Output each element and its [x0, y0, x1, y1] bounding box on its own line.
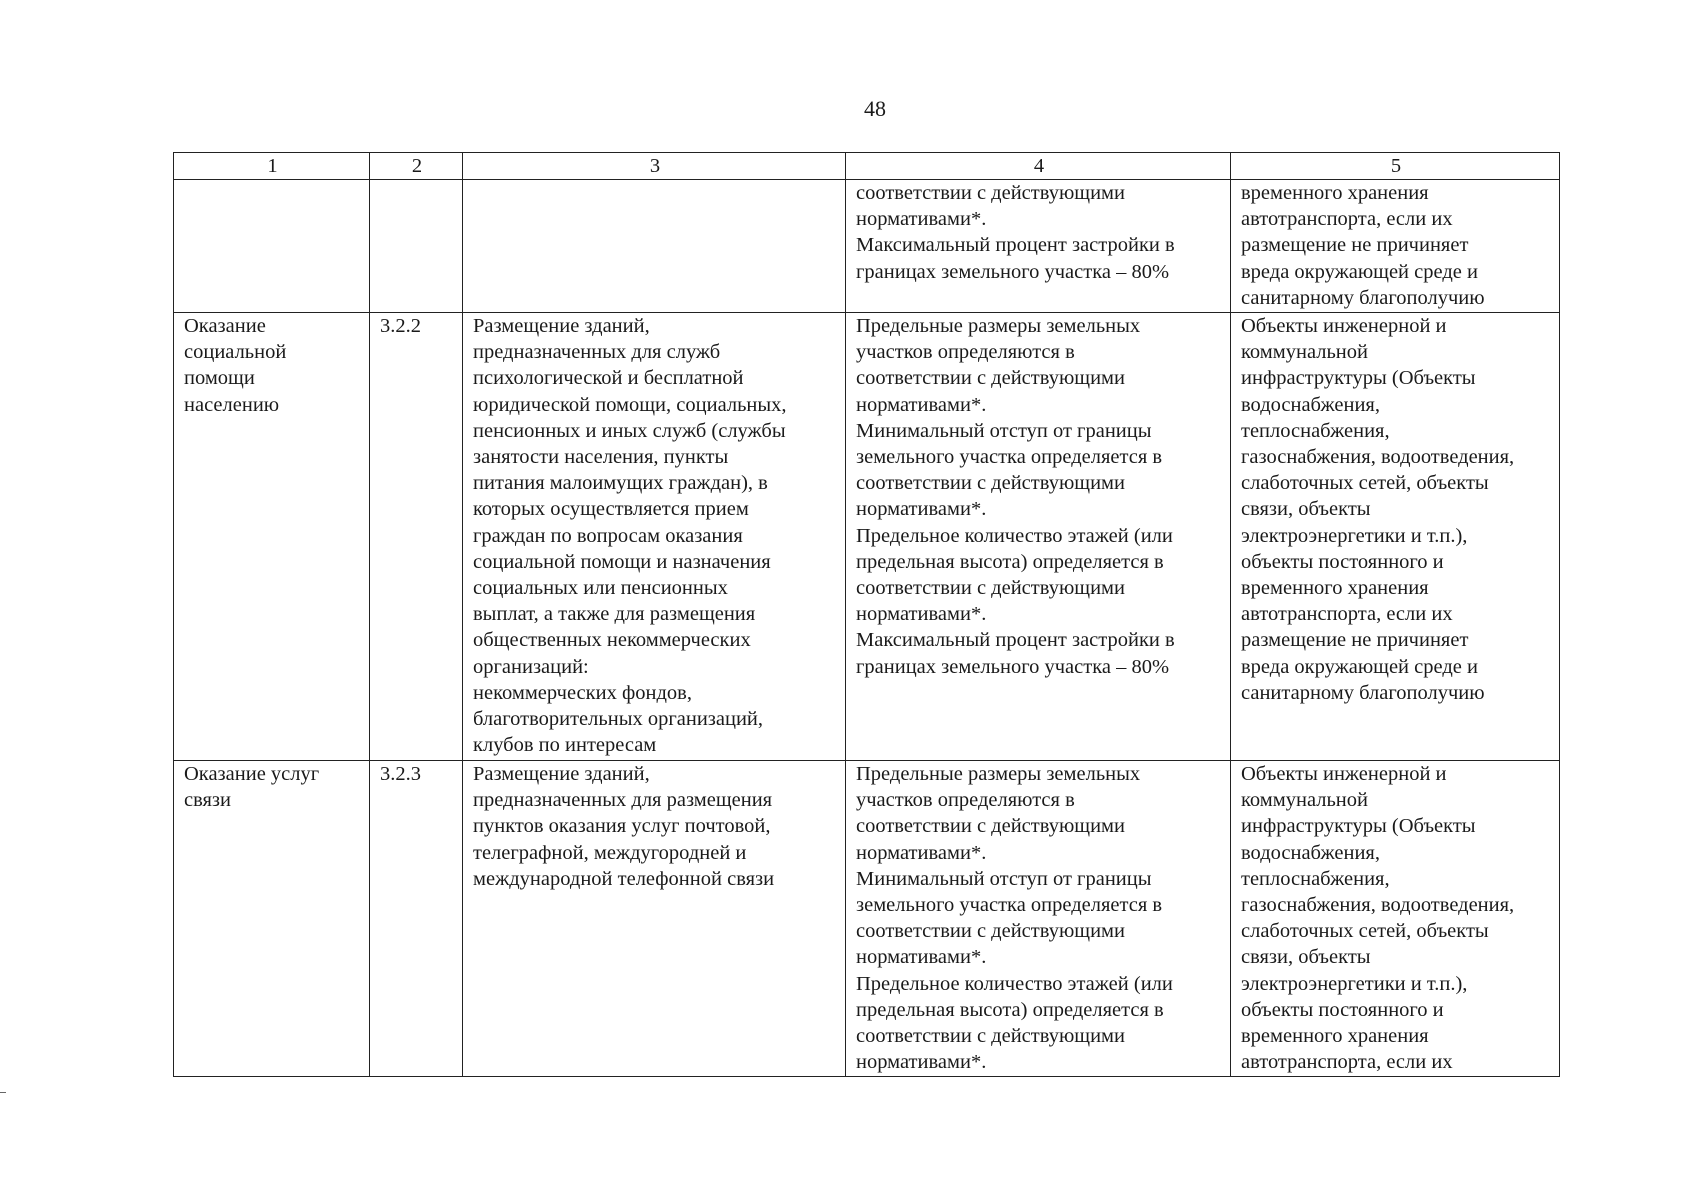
cell-text-line: автотранспорта, если их: [1241, 208, 1453, 231]
cell-text-line: социальной: [184, 341, 287, 364]
cell-text-line: телеграфной, междугородней и: [473, 841, 747, 864]
header-row: [174, 153, 1560, 180]
cell-text-line: газоснабжения, водоотведения,: [1241, 894, 1515, 917]
cell-use-code: [370, 761, 463, 1077]
table-row-3-2-3: [174, 761, 1560, 1077]
cell-text-line: Размещение зданий,: [473, 315, 650, 337]
cell-text-line: нормативами*.: [856, 841, 987, 864]
cell-text-line: некоммерческих фондов,: [473, 681, 692, 704]
zoning-table: [173, 152, 1560, 1077]
cell-text-line: соответствии с действующими: [856, 472, 1125, 495]
cell-text-line: питания малоимущих граждан), в: [473, 472, 768, 495]
cell-text-line: вреда окружающей среде и: [1241, 655, 1478, 678]
cell-auxiliary-uses: [1231, 180, 1560, 313]
column-header-4: 4: [846, 153, 1231, 180]
cell-text-line: слаботочных сетей, объекты: [1241, 920, 1489, 943]
cell-text-line: инфраструктуры (Объекты: [1241, 815, 1476, 838]
cell-text-line: Объекты инженерной и: [1241, 315, 1447, 337]
cell-text-line: водоснабжения,: [1241, 393, 1380, 416]
cell-text-line: временного хранения: [1241, 1025, 1429, 1048]
cell-text-line: Предельное количество этажей (или: [856, 972, 1173, 995]
cell-text-line: санитарному благополучию: [1241, 286, 1485, 309]
cell-text-line: международной телефонной связи: [473, 867, 775, 890]
cell-use-description: [463, 313, 846, 761]
cell-text-line: нормативами*.: [856, 393, 987, 416]
cell-text-line: Минимальный отступ от границы: [856, 419, 1152, 442]
cell-text-line: Предельные размеры земельных: [856, 315, 1141, 337]
cell-parameters: [846, 313, 1231, 761]
table-row-continuation: [174, 180, 1560, 313]
cell-text-line: которых осуществляется прием: [473, 498, 749, 521]
cell-text-line: Объекты инженерной и: [1241, 763, 1447, 785]
cell-text-line: граждан по вопросам оказания: [473, 524, 743, 547]
cell-text-line: соответствии с действующими: [856, 367, 1125, 390]
cell-text-line: теплоснабжения,: [1241, 867, 1390, 890]
cell-parameters: [846, 761, 1231, 1077]
cell-text-line: санитарному благополучию: [1241, 681, 1485, 704]
scan-edge-mark: [0, 1092, 6, 1093]
cell-text-line: слаботочных сетей, объекты: [1241, 472, 1489, 495]
cell-text-line: связи: [184, 789, 232, 812]
cell-text-line: занятости населения, пункты: [473, 446, 729, 469]
page-number: 48: [864, 96, 886, 121]
cell-text-line: Предельные размеры земельных: [856, 763, 1141, 785]
cell-text-line: социальной помощи и назначения: [473, 550, 771, 573]
cell-use-name: [174, 313, 370, 761]
cell-auxiliary-uses: [1231, 313, 1560, 761]
cell-text-line: размещение не причиняет: [1241, 629, 1469, 652]
cell-text-line: Минимальный отступ от границы: [856, 867, 1152, 890]
cell-text-line: Размещение зданий,: [473, 763, 650, 785]
cell-text-line: нормативами*.: [856, 498, 987, 521]
cell-text-line: связи, объекты: [1241, 946, 1371, 969]
cell-text-line: объекты постоянного и: [1241, 550, 1444, 573]
cell-text-line: объекты постоянного и: [1241, 998, 1444, 1021]
cell-text-line: социальных или пенсионных: [473, 577, 728, 600]
cell-text-line: участков определяются в: [856, 789, 1075, 812]
cell-text-line: предельная высота) определяется в: [856, 550, 1164, 573]
cell-text-line: общественных некоммерческих: [473, 629, 751, 652]
cell-text-line: 3.2.2: [380, 315, 421, 337]
cell-text-line: предназначенных для служб: [473, 341, 721, 364]
cell-text-line: вреда окружающей среде и: [1241, 260, 1478, 283]
cell-text-line: соответствии с действующими: [856, 577, 1125, 600]
column-header-3: 3: [463, 153, 846, 180]
cell-text-line: водоснабжения,: [1241, 841, 1380, 864]
cell-use-name: [174, 180, 370, 313]
cell-text-line: пенсионных и иных служб (службы: [473, 419, 786, 442]
cell-text-line: временного хранения: [1241, 577, 1429, 600]
cell-text-line: нормативами*.: [856, 603, 987, 626]
cell-use-description: [463, 180, 846, 313]
cell-text-line: нормативами*.: [856, 946, 987, 969]
cell-text-line: автотранспорта, если их: [1241, 1051, 1453, 1074]
cell-text-line: электроэнергетики и т.п.),: [1241, 972, 1468, 995]
cell-text-line: Предельное количество этажей (или: [856, 524, 1173, 547]
cell-text-line: газоснабжения, водоотведения,: [1241, 446, 1515, 469]
cell-text-line: автотранспорта, если их: [1241, 603, 1453, 626]
cell-text-line: юридической помощи, социальных,: [473, 393, 787, 416]
cell-use-description: [463, 761, 846, 1077]
cell-text-line: Оказание услуг: [184, 763, 320, 785]
cell-text-line: теплоснабжения,: [1241, 419, 1390, 442]
cell-text-line: земельного участка определяется в: [856, 446, 1163, 469]
cell-text-line: связи, объекты: [1241, 498, 1371, 521]
cell-use-code: [370, 313, 463, 761]
cell-text-line: соответствии с действующими: [856, 1025, 1125, 1048]
cell-text-line: границах земельного участка – 80%: [856, 655, 1170, 678]
cell-text-line: выплат, а также для размещения: [473, 603, 756, 626]
cell-text-line: временного хранения: [1241, 182, 1429, 204]
column-header-2: 2: [370, 153, 463, 180]
cell-text-line: соответствии с действующими: [856, 920, 1125, 943]
cell-text-line: психологической и бесплатной: [473, 367, 744, 390]
cell-text-line: предельная высота) определяется в: [856, 998, 1164, 1021]
cell-text-line: пунктов оказания услуг почтовой,: [473, 815, 771, 838]
cell-text-line: инфраструктуры (Объекты: [1241, 367, 1476, 390]
cell-text-line: организаций:: [473, 655, 589, 678]
cell-text-line: соответствии с действующими: [856, 815, 1125, 838]
cell-use-code: [370, 180, 463, 313]
column-header-1: 1: [174, 153, 370, 180]
cell-text-line: Максимальный процент застройки в: [856, 629, 1175, 652]
cell-text-line: электроэнергетики и т.п.),: [1241, 524, 1468, 547]
cell-use-name: [174, 761, 370, 1077]
cell-text-line: коммунальной: [1241, 341, 1368, 364]
cell-text-line: нормативами*.: [856, 1051, 987, 1074]
cell-text-line: клубов по интересам: [473, 734, 657, 757]
cell-parameters: [846, 180, 1231, 313]
cell-text-line: границах земельного участка – 80%: [856, 260, 1170, 283]
table-row-3-2-2: [174, 313, 1560, 761]
cell-text-line: 3.2.3: [380, 763, 421, 785]
cell-text-line: благотворительных организаций,: [473, 708, 764, 731]
cell-text-line: размещение не причиняет: [1241, 234, 1469, 257]
cell-text-line: земельного участка определяется в: [856, 894, 1163, 917]
cell-text-line: Максимальный процент застройки в: [856, 234, 1175, 257]
cell-text-line: участков определяются в: [856, 341, 1075, 364]
cell-text-line: населению: [184, 393, 280, 416]
cell-text-line: соответствии с действующими: [856, 182, 1125, 204]
cell-text-line: коммунальной: [1241, 789, 1368, 812]
column-header-5: 5: [1231, 153, 1560, 180]
cell-auxiliary-uses: [1231, 761, 1560, 1077]
cell-text-line: помощи: [184, 367, 255, 390]
cell-text-line: нормативами*.: [856, 208, 987, 231]
cell-text-line: предназначенных для размещения: [473, 789, 773, 812]
cell-text-line: Оказание: [184, 315, 266, 337]
